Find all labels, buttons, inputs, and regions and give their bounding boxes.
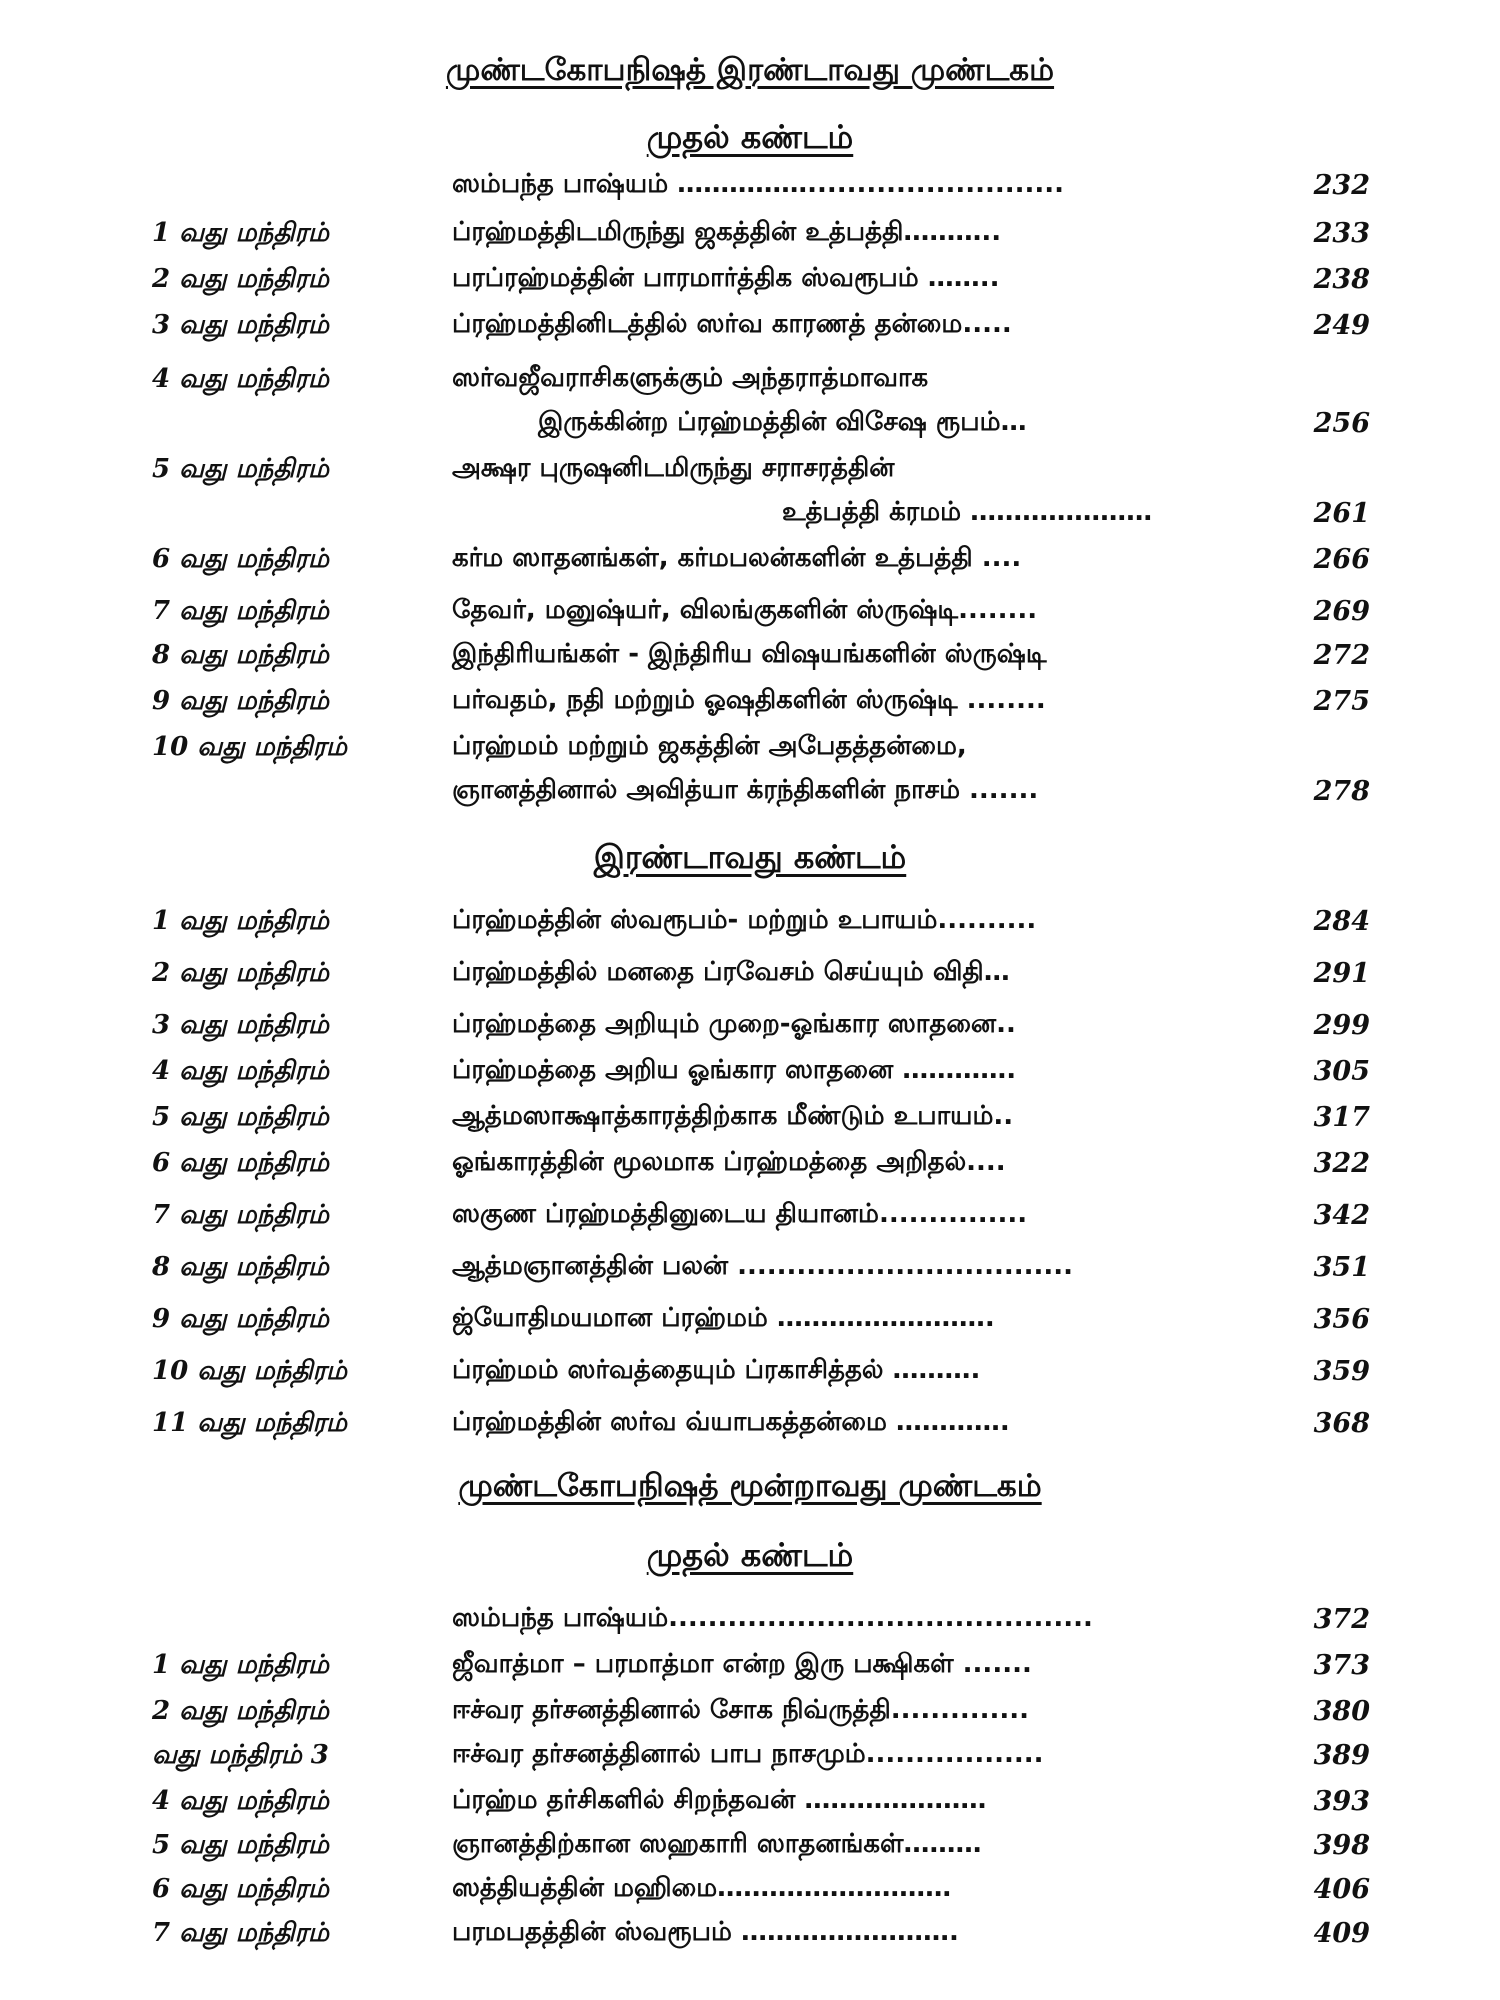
entry-page-number: 269 [1313,596,1370,627]
toc-entry [0,1144,1500,1188]
toc-entry [0,1098,1500,1142]
mantra-label: 5 வது மந்திரம் [152,1102,329,1132]
entry-title: தேவர், மனுஷ்யர், விலங்குகளின் ஸ்ருஷ்டி........ [452,595,1038,625]
entry-title: ப்ரஹ்மம் ஸர்வத்தையும் ப்ரகாசித்தல் ………. [452,1355,981,1385]
entry-title: ப்ரஹ்மத்தின் ஸ்வரூபம்- மற்றும் உபாயம்.......... [452,905,1037,935]
entry-page-number: 359 [1313,1356,1370,1387]
entry-page-number: 372 [1313,1604,1370,1635]
toc-entry [0,1782,1500,1826]
mantra-label: 3 வது மந்திரம் [152,1010,329,1040]
mantra-label: 4 வது மந்திரம் [152,1786,329,1816]
toc-entry [0,1006,1500,1050]
entry-page-number: 278 [1313,776,1370,807]
mantra-label: 6 வது மந்திரம் [152,544,329,574]
entry-title: ஜீவாத்மா – பரமாத்மா என்ற இரு பக்ஷிகள் ....... [452,1649,1032,1679]
toc-entry [0,1870,1500,1914]
toc-entry [0,1736,1500,1780]
entry-page-number: 261 [1313,498,1370,529]
toc-entry [0,1052,1500,1096]
entry-page-number: 299 [1313,1010,1370,1041]
entry-page-number: 409 [1313,1918,1370,1949]
entry-title-continuation: ஞானத்தினால் அவித்யா க்ரந்திகளின் நாசம் ....... [452,775,1039,805]
toc-entry [0,1248,1500,1292]
entry-page-number: 389 [1313,1740,1370,1771]
toc-entry [0,1914,1500,1958]
section-heading: முண்டகோபநிஷத் மூன்றாவது முண்டகம் [458,1468,1042,1504]
entry-title: ஸத்தியத்தின் மஹிமை……………………… [452,1873,952,1903]
mantra-label: 2 வது மந்திரம் [152,958,329,988]
section-subheading: முதல் கண்டம் [646,118,854,156]
entry-title: ப்ரஹ்மத்தினிடத்தில் ஸர்வ காரணத் தன்மை..... [452,309,1012,339]
mantra-label: 1 வது மந்திரம் [152,218,329,248]
toc-entry [0,1300,1500,1344]
entry-title: ஆத்மஸாக்ஷாத்காரத்திற்காக மீண்டும் உபாயம்.. [452,1101,1014,1131]
mantra-label: 5 வது மந்திரம் [152,1830,329,1860]
entry-page-number: 322 [1313,1148,1370,1179]
entry-title: இந்திரியங்கள் - இந்திரிய விஷயங்களின் ஸ்ருஷ்டி [452,639,1047,669]
entry-page-number: 266 [1313,544,1370,575]
entry-page-number: 305 [1313,1056,1370,1087]
entry-title: பரமபதத்தின் ஸ்வரூபம் ……………………. [452,1917,959,1947]
entry-title: ப்ரஹ்மத்தில் மனதை ப்ரவேசம் செய்யும் விதி… [452,957,1010,987]
mantra-label: 6 வது மந்திரம் [152,1148,329,1178]
entry-page-number: 342 [1313,1200,1370,1231]
entry-page-number: 275 [1313,686,1370,717]
entry-title: ப்ரஹ்மம் மற்றும் ஜகத்தின் அபேதத்தன்மை, [452,731,967,761]
entry-page-number: 351 [1313,1252,1370,1283]
entry-page-number: 256 [1313,408,1370,439]
toc-entry [0,728,1500,818]
entry-title: ஸம்பந்த பாஷ்யம் …………….......................... [452,169,1064,199]
entry-title: பர்வதம், நதி மற்றும் ஓஷதிகளின் ஸ்ருஷ்டி ........ [452,685,1046,715]
entry-title: ஸம்பந்த பாஷ்யம்........................................... [452,1603,1093,1633]
mantra-label: 9 வது மந்திரம் [152,686,329,716]
entry-title: அக்ஷர புருஷனிடமிருந்து சராசரத்தின் [452,453,895,483]
toc-entry [0,1826,1500,1870]
mantra-label: 11 வது மந்திரம் [152,1408,347,1438]
entry-title: ப்ரஹ்மத்தை அறியும் முறை-ஓங்கார ஸாதனை.. [452,1009,1016,1039]
entry-title: ஈச்வர தர்சனத்தினால் பாப நாசமும்.................. [452,1739,1044,1769]
toc-entry [0,214,1500,258]
entry-page-number: 238 [1313,264,1370,295]
entry-title: கர்ம ஸாதனங்கள், கர்மபலன்களின் உத்பத்தி .... [452,543,1022,573]
entry-page-number: 380 [1313,1696,1370,1727]
toc-entry [0,682,1500,726]
mantra-label: 7 வது மந்திரம் [152,1200,329,1230]
entry-page-number: 249 [1313,310,1370,341]
mantra-label: 4 வது மந்திரம் [152,364,329,394]
entry-title: ஞானத்திற்கான ஸஹகாரி ஸாதனங்கள்……… [452,1829,982,1859]
mantra-label: 7 வது மந்திரம் [152,1918,329,1948]
entry-title: ஸகுண ப்ரஹ்மத்தினுடைய தியானம்............... [452,1199,1028,1229]
entry-title: ப்ரஹ்மத்தின் ஸர்வ வ்யாபகத்தன்மை …………. [452,1407,1010,1437]
entry-page-number: 291 [1313,958,1370,989]
entry-page-number: 393 [1313,1786,1370,1817]
toc-entry [0,540,1500,584]
entry-page-number: 368 [1313,1408,1370,1439]
mantra-label: 1 வது மந்திரம் [152,1650,329,1680]
toc-entry [0,166,1500,210]
entry-page-number: 284 [1313,906,1370,937]
section-subheading: இரண்டாவது கண்டம் [593,838,907,876]
mantra-label: வது மந்திரம் 3 [152,1740,329,1770]
entry-page-number: 373 [1313,1650,1370,1681]
entry-title: ப்ரஹ்மத்திடமிருந்து ஜகத்தின் உத்பத்தி……….. [452,217,1002,247]
toc-entry [0,902,1500,946]
entry-page-number: 317 [1313,1102,1370,1133]
section-subheading: முதல் கண்டம் [646,1536,854,1574]
mantra-label: 1 வது மந்திரம் [152,906,329,936]
section-heading: முண்டகோபநிஷத் இரண்டாவது முண்டகம் [445,52,1055,88]
mantra-label: 7 வது மந்திரம் [152,596,329,626]
entry-title: ப்ரஹ்மத்தை அறிய ஓங்கார ஸாதனை …………. [452,1055,1017,1085]
mantra-label: 4 வது மந்திரம் [152,1056,329,1086]
toc-entry [0,1600,1500,1644]
entry-title: ஜ்யோதிமயமான ப்ரஹ்மம் ……………………. [452,1303,995,1333]
entry-title-continuation: இருக்கின்ற ப்ரஹ்மத்தின் விசேஷ ரூபம்… [538,407,1027,437]
toc-entry [0,592,1500,636]
entry-page-number: 356 [1313,1304,1370,1335]
entry-page-number: 232 [1313,170,1370,201]
toc-entry [0,636,1500,680]
toc-entry [0,450,1500,540]
mantra-label: 6 வது மந்திரம் [152,1874,329,1904]
mantra-label: 2 வது மந்திரம் [152,264,329,294]
mantra-label: 10 வது மந்திரம் [152,732,347,762]
entry-page-number: 398 [1313,1830,1370,1861]
mantra-label: 9 வது மந்திரம் [152,1304,329,1334]
mantra-label: 10 வது மந்திரம் [152,1356,347,1386]
entry-title: ப்ரஹ்ம தர்சிகளில் சிறந்தவன் ………………… [452,1785,987,1815]
toc-entry [0,954,1500,998]
entry-title: ஆத்மஞானத்தின் பலன் .................................. [452,1251,1073,1281]
entry-page-number: 272 [1313,640,1370,671]
toc-entry [0,260,1500,304]
toc-entry [0,1196,1500,1240]
mantra-label: 8 வது மந்திரம் [152,640,329,670]
toc-entry [0,306,1500,350]
mantra-label: 2 வது மந்திரம் [152,1696,329,1726]
toc-entry [0,1646,1500,1690]
toc-entry [0,1352,1500,1396]
entry-title: ஸர்வஜீவராசிகளுக்கும் அந்தராத்மாவாக [452,363,929,393]
toc-entry [0,1692,1500,1736]
mantra-label: 5 வது மந்திரம் [152,454,329,484]
entry-page-number: 406 [1313,1874,1370,1905]
entry-title-continuation: உத்பத்தி க்ரமம் ………………… [782,497,1153,527]
mantra-label: 8 வது மந்திரம் [152,1252,329,1282]
entry-page-number: 233 [1313,218,1370,249]
mantra-label: 3 வது மந்திரம் [152,310,329,340]
entry-title: பரப்ரஹ்மத்தின் பாரமார்த்திக ஸ்வரூபம் …….. [452,263,1000,293]
entry-title: ஈச்வர தர்சனத்தினால் சோக நிவ்ருத்தி.............. [452,1695,1030,1725]
entry-title: ஓங்காரத்தின் மூலமாக ப்ரஹ்மத்தை அறிதல்.... [452,1147,1006,1177]
toc-entry [0,1404,1500,1448]
toc-entry [0,360,1500,450]
